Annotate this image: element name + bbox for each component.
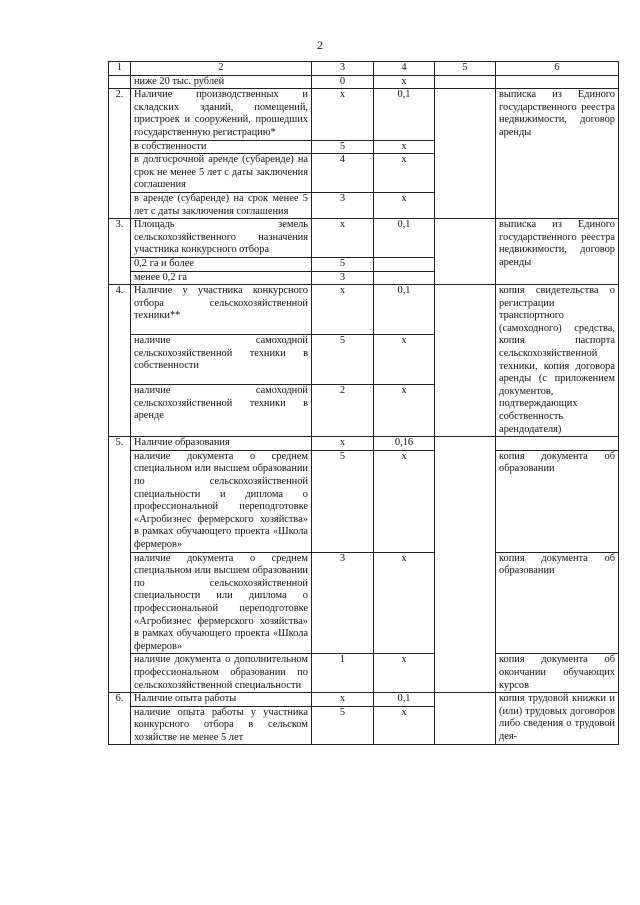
criterion-cell: Наличие у участника конкурсного отбора сельскохозяйственной техники** — [131, 285, 312, 335]
documents-cell: копия свидетельства о регистрации транспортного (самоходного) средства, копия паспорта сельскохозяйственной техники, копия договора аренды (с приложением документов, подтверждающих собственность арендодателя) — [496, 285, 619, 437]
weight-cell: х — [374, 385, 435, 437]
header-cell: 4 — [374, 62, 435, 76]
header-cell: 5 — [435, 62, 496, 76]
documents-cell: копия документа об образовании — [496, 450, 619, 552]
criterion-cell: Наличие производственных и складских зданий, помещений, пристроек и сооружений, прошедших государственную регистрацию* — [131, 89, 312, 140]
table-header-row — [109, 62, 619, 76]
criterion-cell: наличие самоходной сельскохозяйственной техники в собственности — [131, 335, 312, 385]
table-row — [109, 75, 619, 89]
criterion-cell: менее 0,2 га — [131, 271, 312, 285]
empty-cell — [435, 89, 496, 219]
criterion-cell: Наличие опыта работы — [131, 693, 312, 707]
criterion-cell: Наличие образования — [131, 437, 312, 451]
row-number-cell: 2. — [109, 89, 131, 219]
score-cell: х — [312, 219, 374, 258]
empty-cell — [435, 437, 496, 693]
criterion-cell: наличие документа о среднем специальном или высшем образовании по сельскохозяйственной специальности и диплома о профессиональной переподготовке «Агробизнес фермерского хозяйства» в рамках обучающего проекта «Школа фермеров» — [131, 450, 312, 552]
weight-cell: 0,1 — [374, 89, 435, 140]
documents-cell: копия трудовой книжки и (или) трудовых договоров либо сведения о трудовой дея- — [496, 693, 619, 745]
score-cell: 0 — [312, 75, 374, 89]
score-cell: х — [312, 89, 374, 140]
row-number-cell: 3. — [109, 219, 131, 285]
criterion-cell: наличие документа о дополнительном профессиональном образовании по сельскохозяйственной специальности — [131, 654, 312, 693]
weight-cell: х — [374, 140, 435, 154]
criterion-cell: в собственности — [131, 140, 312, 154]
table-row — [109, 89, 619, 140]
weight-cell: х — [374, 552, 435, 654]
criterion-cell: наличие опыта работы у участника конкурсного отбора в сельском хозяйстве не менее 5 лет — [131, 706, 312, 745]
weight-cell: 0,1 — [374, 219, 435, 258]
weight-cell: х — [374, 154, 435, 193]
table-row — [109, 219, 619, 258]
documents-cell: копия документа об образовании — [496, 552, 619, 654]
score-cell: х — [312, 693, 374, 707]
page-number: 2 — [317, 38, 323, 52]
score-cell: 2 — [312, 385, 374, 437]
empty-cell — [435, 285, 496, 437]
table-row — [109, 654, 619, 693]
header-cell: 6 — [496, 62, 619, 76]
weight-cell — [374, 257, 435, 271]
row-number-cell — [109, 75, 131, 89]
score-cell: 5 — [312, 140, 374, 154]
score-cell: х — [312, 285, 374, 335]
score-cell: 5 — [312, 706, 374, 745]
documents-cell: копия документа об окончании обучающих курсов — [496, 654, 619, 693]
weight-cell: х — [374, 192, 435, 218]
weight-cell: х — [374, 706, 435, 745]
table-row — [109, 437, 619, 451]
weight-cell: 0,16 — [374, 437, 435, 451]
score-cell: 5 — [312, 450, 374, 552]
row-number-cell: 5. — [109, 437, 131, 693]
documents-cell — [496, 75, 619, 89]
documents-cell: выписка из Единого государственного реестра недвижимости, договор аренды — [496, 219, 619, 285]
row-number-cell: 6. — [109, 693, 131, 745]
criterion-cell: в долгосрочной аренде (субаренде) на срок не менее 5 лет с даты заключения соглашения — [131, 154, 312, 193]
documents-cell — [496, 437, 619, 451]
criterion-cell: в аренде (субаренде) на срок менее 5 лет с даты заключения соглашения — [131, 192, 312, 218]
weight-cell: 0,1 — [374, 693, 435, 707]
score-cell: 5 — [312, 257, 374, 271]
table-row — [109, 693, 619, 707]
documents-cell: выписка из Единого государственного реестра недвижимости, договор аренды — [496, 89, 619, 219]
score-cell: 3 — [312, 271, 374, 285]
header-cell: 2 — [131, 62, 312, 76]
header-cell: 1 — [109, 62, 131, 76]
score-cell: 3 — [312, 192, 374, 218]
criteria-table — [108, 61, 619, 745]
criterion-cell: наличие самоходной сельскохозяйственной техники в аренде — [131, 385, 312, 437]
row-number-cell: 4. — [109, 285, 131, 437]
score-cell: 3 — [312, 552, 374, 654]
weight-cell — [374, 271, 435, 285]
score-cell: 5 — [312, 335, 374, 385]
weight-cell: 0,1 — [374, 285, 435, 335]
criterion-cell: Площадь земель сельскохозяйственного назначения участника конкурсного отбора — [131, 219, 312, 258]
weight-cell: х — [374, 654, 435, 693]
score-cell: х — [312, 437, 374, 451]
empty-cell — [435, 693, 496, 745]
criterion-cell: наличие документа о среднем специальном или высшем образовании по сельскохозяйственной специальности или диплома о профессиональной переподготовке «Агробизнес фермерского хозяйства» в рамках обучающего проекта «Школа фермеров» — [131, 552, 312, 654]
empty-cell — [435, 75, 496, 89]
table-row — [109, 285, 619, 335]
table-row — [109, 450, 619, 552]
criterion-cell: 0,2 га и более — [131, 257, 312, 271]
score-cell: 4 — [312, 154, 374, 193]
header-cell: 3 — [312, 62, 374, 76]
weight-cell: х — [374, 335, 435, 385]
weight-cell: х — [374, 75, 435, 89]
criterion-cell: ниже 20 тыс. рублей — [131, 75, 312, 89]
table-row — [109, 552, 619, 654]
weight-cell: х — [374, 450, 435, 552]
score-cell: 1 — [312, 654, 374, 693]
empty-cell — [435, 219, 496, 285]
